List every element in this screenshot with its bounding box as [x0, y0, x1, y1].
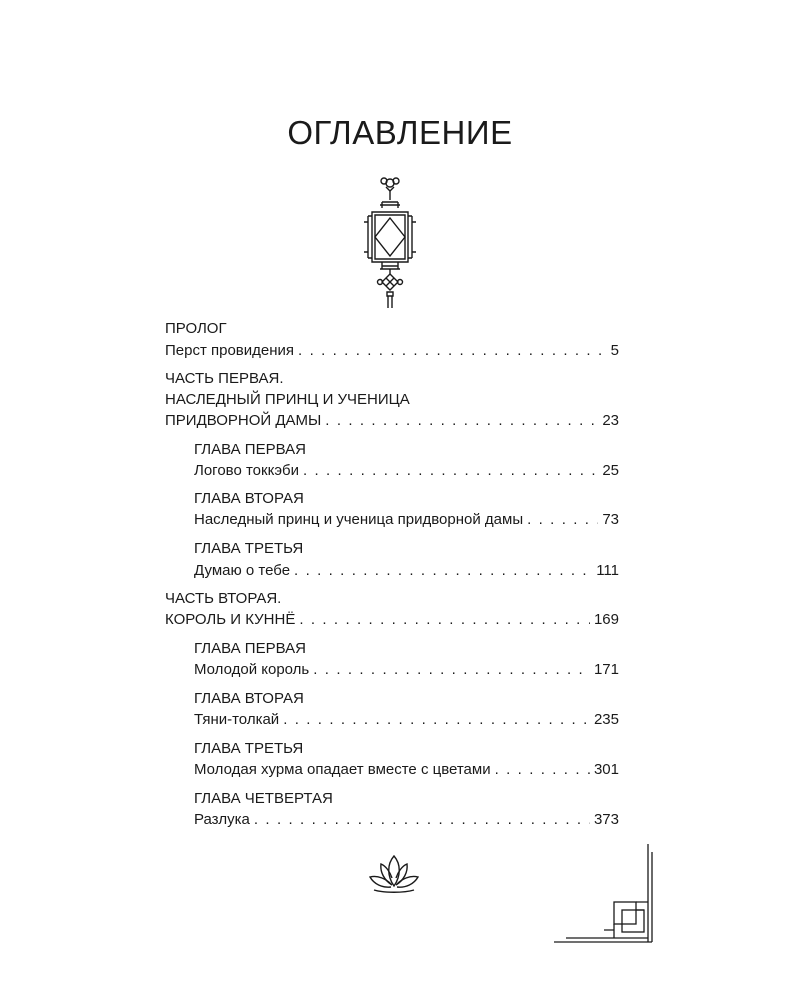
dot-leader [299, 610, 590, 630]
chapter-heading: ГЛАВА ВТОРАЯ [194, 690, 304, 707]
dot-leader [254, 810, 590, 830]
part-heading: ЧАСТЬ ВТОРАЯ. [165, 590, 282, 607]
entry-title: Молодой король [194, 661, 310, 678]
dot-leader [325, 411, 598, 431]
toc-entry[interactable] [194, 561, 619, 581]
dot-leader [283, 710, 590, 730]
chapter-heading: ГЛАВА ЧЕТВЕРТАЯ [194, 790, 333, 807]
dot-leader [495, 760, 590, 780]
page-title: ОГЛАВЛЕНИЕ [287, 114, 513, 151]
toc-entry[interactable] [194, 760, 619, 780]
toc-entry[interactable] [194, 461, 619, 481]
entry-title: Логово токкэби [194, 462, 299, 479]
toc-entry[interactable] [194, 810, 619, 830]
entry-title: Думаю о тебе [194, 562, 291, 579]
page-number: 373 [593, 811, 619, 828]
toc-entry[interactable] [194, 510, 619, 530]
chapter-heading: ГЛАВА ТРЕТЬЯ [194, 740, 304, 757]
entry-title: Молодая хурма опадает вместе с цветами [194, 761, 491, 778]
toc-entry[interactable] [194, 710, 619, 730]
page-number: 5 [610, 342, 619, 359]
chapter-heading: ГЛАВА ВТОРАЯ [194, 490, 304, 507]
toc-entry[interactable] [194, 660, 619, 680]
chapter-heading: ГЛАВА ПЕРВАЯ [194, 441, 306, 458]
page-number: 73 [602, 511, 619, 528]
page-number: 171 [593, 661, 619, 678]
page-number: 301 [593, 761, 619, 778]
entry-title: Перст провидения [165, 342, 295, 359]
chapter-heading: ГЛАВА ПЕРВАЯ [194, 640, 306, 657]
chapter-heading: ГЛАВА ТРЕТЬЯ [194, 540, 304, 557]
part-heading: ЧАСТЬ ПЕРВАЯ. [165, 370, 284, 387]
entry-title: Разлука [194, 811, 250, 828]
dot-leader [298, 341, 607, 361]
toc-entry[interactable] [165, 341, 619, 361]
dot-leader [527, 510, 598, 530]
prologue-heading: ПРОЛОГ [165, 320, 227, 337]
page-number: 111 [596, 562, 619, 579]
lotus-icon [366, 852, 422, 896]
dot-leader [303, 461, 598, 481]
entry-title: Тяни-толкай [194, 711, 280, 728]
entry-title: ПРИДВОРНОЙ ДАМЫ [165, 412, 322, 429]
entry-title: КОРОЛЬ И КУННЁ [165, 611, 296, 628]
page-number: 235 [593, 711, 619, 728]
page-number: 25 [602, 462, 619, 479]
dot-leader [294, 561, 592, 581]
page-number: 169 [593, 611, 619, 628]
dot-leader [313, 660, 590, 680]
page-number: 23 [602, 412, 619, 429]
toc-entry[interactable] [165, 610, 619, 630]
entry-title: Наследный принц и ученица придворной дамы [194, 511, 524, 528]
toc-entry[interactable] [165, 411, 619, 431]
corner-ornament-icon [552, 842, 662, 948]
part-title: НАСЛЕДНЫЙ ПРИНЦ И УЧЕНИЦА [165, 391, 410, 408]
